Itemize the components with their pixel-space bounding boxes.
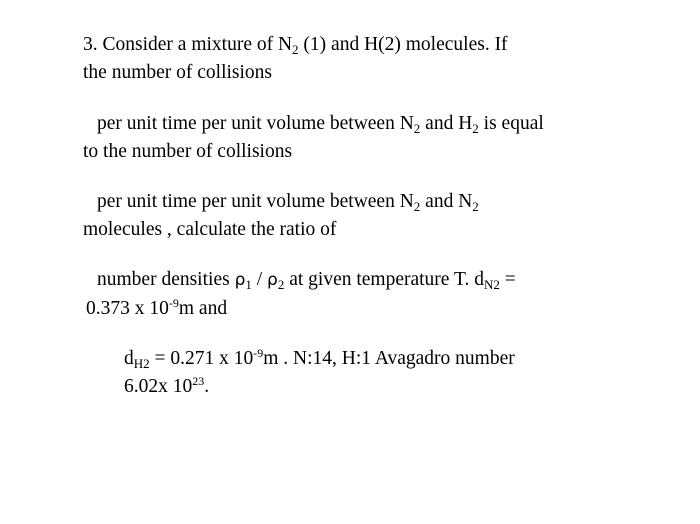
p5-line2 (124, 375, 209, 399)
p1-text-b: (1) and H(2) molecules. If (298, 34, 508, 55)
p5-text-c: m . N:14, H:1 Avagadro number (263, 348, 515, 369)
p2-text-a: per unit time per unit volume between N (97, 113, 414, 134)
p2-line1 (97, 112, 544, 136)
p5-text-l2b: . (204, 376, 210, 397)
p5-text-a: d (124, 348, 134, 369)
p2-sub-a: 2 (413, 121, 421, 136)
p1-sub-a: 2 (292, 42, 299, 57)
p3-line2 (83, 218, 336, 242)
p1-text-l2: the number of collisions (83, 62, 273, 83)
p1-text-a: 3. Consider a mixture of N (83, 34, 293, 55)
p2-text-b: and H (420, 113, 473, 134)
p1-line2 (83, 61, 272, 85)
p4-text-l2a: 0.373 x 10 (86, 298, 169, 319)
rho1-sub: 1 (245, 277, 252, 292)
p2-line2 (83, 140, 292, 164)
p3-text-a: per unit time per unit volume between N (97, 191, 414, 212)
p5-line1 (124, 347, 515, 371)
avogadro-exponent: 23 (192, 374, 205, 388)
p5-text-b: = 0.271 x 10 (149, 348, 254, 369)
ratio-slash: / (251, 269, 268, 290)
p3-line1 (97, 190, 479, 214)
p3-text-b: and N (420, 191, 473, 212)
p3-sub-b: 2 (472, 199, 479, 214)
rho2-sub: 2 (277, 277, 285, 292)
p5-sup: -9 (253, 346, 264, 360)
p2-text-c: is equal (478, 113, 544, 134)
p1-line1 (83, 33, 508, 57)
p4-line2 (86, 297, 227, 321)
p4-text-l2b: m and (178, 298, 228, 319)
p4-sup: -9 (168, 296, 179, 310)
p4-line1 (97, 268, 516, 292)
dh2-sub: H2 (133, 356, 150, 371)
p4-text-b: at given temperature T. d (284, 269, 484, 290)
rho2-symbol: ρ (267, 270, 278, 290)
rho1-symbol: ρ (234, 270, 246, 290)
p4-text-a: number densities (97, 269, 235, 290)
dn2-sub: N2 (483, 277, 500, 292)
p5-text-l2a: 6.02x 10 (124, 376, 193, 397)
p3-text-l2: molecules , calculate the ratio of (83, 219, 337, 240)
p2-text-l2: to the number of collisions (83, 141, 293, 162)
p3-sub-a: 2 (413, 199, 421, 214)
p4-text-c: = (499, 269, 516, 290)
p2-sub-b: 2 (472, 121, 479, 136)
